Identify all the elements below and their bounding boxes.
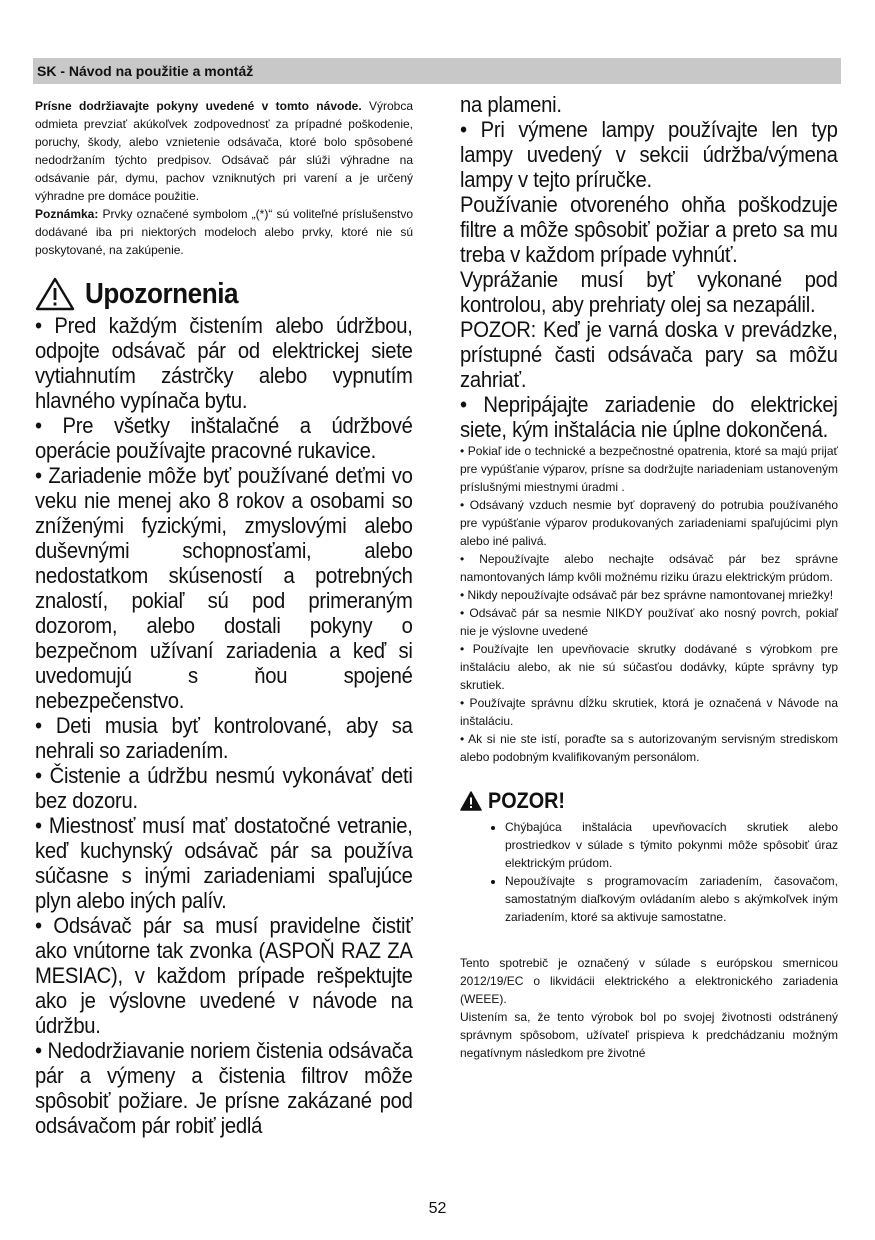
safety-note: • Odsávač pár sa nesmie NIKDY používať ako nosný povrch, pokiaľ nie je výslovne uvedené (460, 606, 838, 638)
weee-paragraph: Tento spotrebič je označený v súlade s európskou smernicou 2012/19/EC o likvidácii elektrického a elektronického zariadenia (WEEE). (460, 956, 838, 1006)
note-paragraph (35, 205, 413, 259)
safety-note: • Pokiaľ ide o technické a bezpečnostné opatrenia, ktoré sa majú prijať pre vypúšťanie výparov, prísne sa dodržujte nariadeniam ustanoveným príslušnými miestnymi úradmi . (460, 444, 838, 494)
warnings-title: Upozornenia (85, 277, 239, 310)
warning-item: Používanie otvoreného ohňa poškodzuje filtre a môže spôsobiť požiar a preto sa mu treba v každom prípade vyhnúť. (460, 192, 838, 267)
warning-item: Vyprážanie musí byť vykonané pod kontrolou, aby prehriaty olej sa nezapálil. (460, 267, 838, 317)
section-title: SK - Návod na použitie a montáž (37, 63, 254, 79)
warning-item: • Pred každým čistením alebo údržbou, odpojte odsávač pár od elektrickej siete vytiahnutím zástrčky alebo vypnutím hlavného vypínača bytu. (35, 313, 413, 413)
spacer (460, 926, 838, 954)
warning-item: • Odsávač pár sa musí pravidelne čistiť ako vnútorne tak zvonka (ASPOŇ RAZ ZA MESIAC), v každom prípade rešpektujte ako je výslovne uvedené v návode na údržbu. (35, 913, 413, 1038)
intro-paragraph (35, 97, 413, 205)
warning-continuation: na plameni. (460, 92, 562, 117)
warning-item: POZOR: Keď je varná doska v prevádzke, prístupné časti odsávača pary sa môžu zahriať. (460, 317, 838, 392)
safety-note: • Ak si nie ste istí, poraďte sa s autorizovaným servisným strediskom alebo podobným kvalifikovaným personálom. (460, 732, 838, 764)
warning-item: • Čistenie a údržbu nesmú vykonávať deti bez dozoru. (35, 763, 413, 813)
pozor-item: • Chýbajúca inštalácia upevňovacích skrutiek alebo prostriedkov v súlade s týmito pokynmi môže spôsobiť úraz elektrickým prúdom. (505, 818, 838, 872)
left-column (35, 97, 413, 1138)
pozor-list (460, 818, 838, 926)
warnings-heading (35, 277, 413, 311)
warning-filled-icon (460, 791, 482, 811)
section-header-bar (33, 58, 841, 84)
safety-note: • Používajte len upevňovacie skrutky dodávané s výrobkom pre inštaláciu alebo, ak nie sú súčasťou dodávky, kúpte správny typ skrutiek. (460, 642, 838, 692)
note-text: Prvky označené symbolom „(*)“ sú voliteľné príslušenstvo dodávané iba pri niektorých modeloch alebo prvky, ktoré nie sú poskytované, na zakúpenie. (35, 207, 413, 257)
page-number: 52 (428, 1200, 447, 1217)
safety-note: • Používajte správnu dĺžku skrutiek, ktorá je označená v Návode na inštaláciu. (460, 696, 838, 728)
note-label: Poznámka: (35, 207, 99, 221)
warning-item: • Pre všetky inštalačné a údržbové operácie používajte pracovné rukavice. (35, 413, 413, 463)
warning-item: • Pri výmene lampy používajte len typ lampy uvedený v sekcii údržba/výmena lampy v tejto príručke. (460, 117, 838, 192)
warning-item: • Zariadenie môže byť používané deťmi vo veku nie menej ako 8 rokov a osobami so zníženými fyzickými, zmyslovými alebo duševnými schopnosťami, alebo nedostatkom skúseností a potrebných znalostí, pokiaľ sú pod primeraným dozorom, alebo dostali pokyny o bezpečnom užívaní zariadenia a keď si uvedomujú s ňou spojené nebezpečenstvo. (35, 463, 413, 713)
warning-item: • Deti musia byť kontrolované, aby sa nehrali so zariadením. (35, 713, 413, 763)
warning-item: • Nedodržiavanie noriem čistenia odsávača pár a výmeny a čistenia filtrov môže spôsobiť požiare. Je prísne zakázané pod odsávačom pár robiť jedlá (35, 1038, 413, 1138)
pozor-heading (460, 788, 838, 814)
pozor-item: • Nepoužívajte s programovacím zariadením, časovačom, samostatným diaľkovým ovládaním alebo s akýmkoľvek iným zariadením, ktoré sa aktivuje samostatne. (505, 872, 838, 926)
safety-note: • Nepoužívajte alebo nechajte odsávač pár bez správne namontovaných lámp kvôli možnému riziku úrazu elektrickým prúdom. (460, 552, 838, 584)
safety-note: • Nikdy nepoužívajte odsávač pár bez správne namontovanej mriežky! (460, 588, 834, 602)
warning-triangle-icon (35, 277, 75, 311)
intro-lead-bold: Prísne dodržiavajte pokyny uvedené v tomto návode. (35, 99, 362, 113)
right-column (460, 92, 838, 1062)
safety-note: • Odsávaný vzduch nesmie byť dopravený do potrubia používaného pre vypúšťanie výparov produkovaných zariadeniami spaľujúcimi plyn alebo iné palivá. (460, 498, 838, 548)
intro-lead-text: Výrobca odmieta prevziať akúkoľvek zodpovednosť za prípadné poškodenie, poruchy, škody, alebo vznietenie odsávača, ktoré bolo spôsobené nedodržaním týchto predpisov. Odsávač pár slúži výhradne na odsávanie pár, dymu, pachov vzniknutých pri varení a je určený výhradne pre domáce použitie. (35, 99, 413, 203)
warning-item: • Nepripájajte zariadenie do elektrickej siete, kým inštalácia nie úplne dokončená. (460, 392, 838, 442)
warning-item: • Miestnosť musí mať dostatočné vetranie, keď kuchynský odsávač pár sa používa súčasne s inými zariadeniami spaľujúce plyn alebo iných palív. (35, 813, 413, 913)
pozor-title: POZOR! (488, 788, 566, 813)
weee-paragraph: Uistením sa, že tento výrobok bol po svojej životnosti odstránený správnym spôsobom, užívateľ prispieva k predchádzaniu možným negatívnym následkom pre životné (460, 1010, 838, 1060)
